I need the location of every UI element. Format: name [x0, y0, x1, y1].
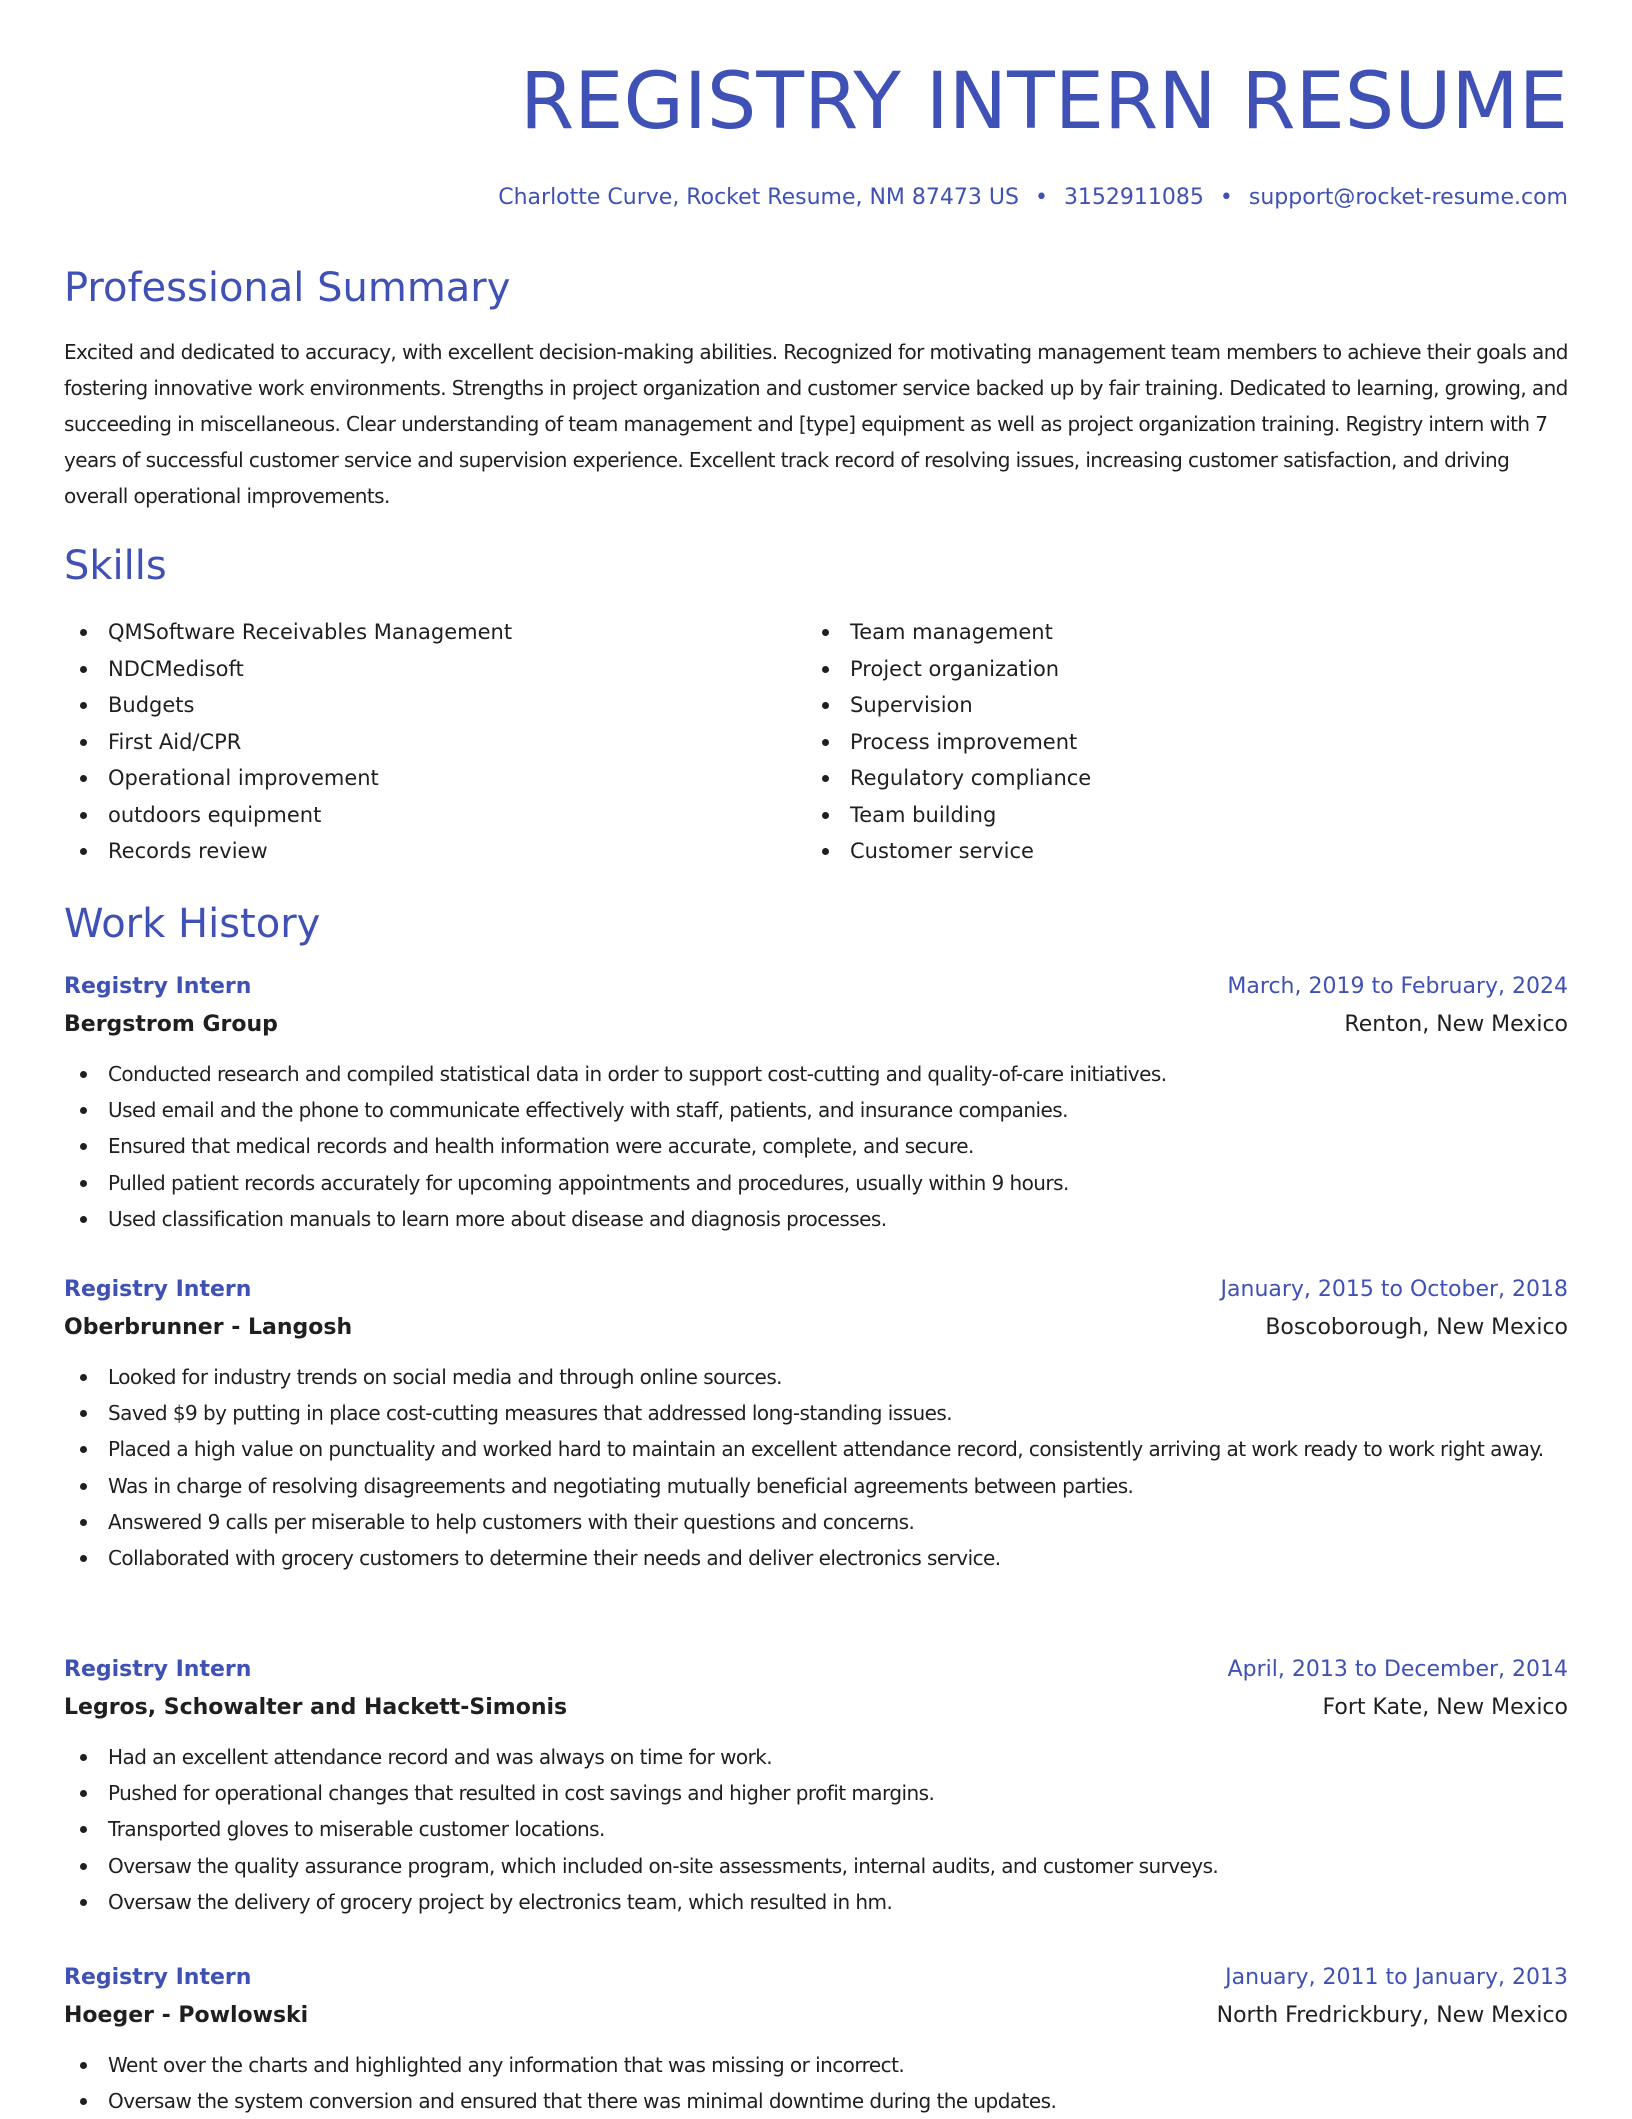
skill-item: Team management — [806, 614, 1546, 651]
skill-item: outdoors equipment — [64, 797, 804, 834]
job-bullet: Was in charge of resolving disagreements and negotiating mutually beneficial agreements between parties. — [64, 1468, 1568, 1504]
job-bullet: Ensured that medical records and health information were accurate, complete, and secure. — [64, 1128, 1568, 1164]
skill-item: Supervision — [806, 687, 1546, 724]
skills-list-left — [64, 614, 804, 870]
job-bullet: Used email and the phone to communicate effectively with staff, patients, and insurance companies. — [64, 1092, 1568, 1128]
skill-item: First Aid/CPR — [64, 724, 804, 761]
job-company: Legros, Schowalter and Hackett-Simonis — [64, 1695, 568, 1720]
job-company: Oberbrunner - Langosh — [64, 1315, 353, 1340]
job-bullet: Pushed for operational changes that resulted in cost savings and higher profit margins. — [64, 1775, 1568, 1811]
contact-line — [498, 180, 1568, 216]
job-location: Boscoborough, New Mexico — [1265, 1315, 1568, 1340]
job-subheader — [64, 1997, 1568, 2035]
job-bullet: Transported gloves to miserable customer locations. — [64, 1811, 1568, 1847]
job-dates: January, 2015 to October, 2018 — [1220, 1277, 1568, 1302]
job-bullet: Oversaw the quality assurance program, which included on-site assessments, internal audits, and customer surveys. — [64, 1848, 1568, 1884]
resume-title: REGISTRY INTERN RESUME — [519, 57, 1568, 147]
skill-item: Budgets — [64, 687, 804, 724]
skill-item: Records review — [64, 833, 804, 870]
job-company: Bergstrom Group — [64, 1012, 278, 1037]
job-subheader — [64, 1689, 1568, 1727]
job-dates: March, 2019 to February, 2024 — [1227, 974, 1568, 999]
contact-address: Charlotte Curve, Rocket Resume, NM 87473 US — [498, 185, 1019, 210]
job-entry — [64, 968, 1568, 1237]
job-bullets — [64, 2047, 1568, 2119]
job-title: Registry Intern — [64, 1277, 252, 1302]
job-header — [64, 1651, 1568, 1689]
job-location: North Fredrickbury, New Mexico — [1216, 2003, 1568, 2028]
job-bullets — [64, 1359, 1568, 1576]
work-history-heading: Work History — [64, 901, 321, 947]
job-subheader — [64, 1006, 1568, 1044]
job-entry — [64, 1651, 1568, 1920]
job-header — [64, 968, 1568, 1006]
summary-text: Excited and dedicated to accuracy, with excellent decision-making abilities. Recognized for motivating management team members to achieve their goals and fostering innovative work environments. Strengths in project organization and customer service backed up by fair training. Dedicated to learning, growing, and succeeding in miscellaneous. Clear understanding of team management and [type] equipment as well as project organization training. Registry intern with 7 years of successful customer service and supervision experience. Excellent track record of resolving issues, increasing customer satisfaction, and driving overall operational improvements. — [64, 340, 1568, 508]
skill-item: NDCMedisoft — [64, 651, 804, 688]
job-dates: April, 2013 to December, 2014 — [1227, 1657, 1568, 1682]
job-bullets — [64, 1056, 1568, 1237]
contact-separator: • — [1034, 185, 1048, 210]
contact-email[interactable]: support@rocket-resume.com — [1248, 185, 1568, 210]
job-bullet: Answered 9 calls per miserable to help customers with their questions and concerns. — [64, 1504, 1568, 1540]
job-bullet: Went over the charts and highlighted any information that was missing or incorrect. — [64, 2047, 1568, 2083]
job-dates: January, 2011 to January, 2013 — [1225, 1965, 1568, 1990]
contact-separator: • — [1219, 185, 1233, 210]
job-title: Registry Intern — [64, 1657, 252, 1682]
skills-list-right — [806, 614, 1546, 870]
job-bullet: Collaborated with grocery customers to determine their needs and deliver electronics service. — [64, 1540, 1568, 1576]
skill-item: Customer service — [806, 833, 1546, 870]
job-header — [64, 1959, 1568, 1997]
job-title: Registry Intern — [64, 974, 252, 999]
job-bullet: Had an excellent attendance record and was always on time for work. — [64, 1739, 1568, 1775]
job-entry — [64, 1959, 1568, 2119]
job-bullet: Oversaw the delivery of grocery project by electronics team, which resulted in hm. — [64, 1884, 1568, 1920]
skill-item: Operational improvement — [64, 760, 804, 797]
job-bullet: Saved $9 by putting in place cost-cutting measures that addressed long-standing issues. — [64, 1395, 1568, 1431]
job-bullet: Looked for industry trends on social media and through online sources. — [64, 1359, 1568, 1395]
job-title: Registry Intern — [64, 1965, 252, 1990]
job-entry — [64, 1271, 1568, 1576]
skill-item: QMSoftware Receivables Management — [64, 614, 804, 651]
job-bullets — [64, 1739, 1568, 1920]
skill-item: Regulatory compliance — [806, 760, 1546, 797]
job-bullet: Pulled patient records accurately for upcoming appointments and procedures, usually within 9 hours. — [64, 1165, 1568, 1201]
job-location: Renton, New Mexico — [1344, 1012, 1568, 1037]
skill-item: Team building — [806, 797, 1546, 834]
job-header — [64, 1271, 1568, 1309]
job-bullet: Oversaw the system conversion and ensured that there was minimal downtime during the updates. — [64, 2083, 1568, 2119]
skill-item: Process improvement — [806, 724, 1546, 761]
job-bullet: Placed a high value on punctuality and worked hard to maintain an excellent attendance record, consistently arriving at work ready to work right away. — [64, 1431, 1568, 1467]
job-company: Hoeger - Powlowski — [64, 2003, 309, 2028]
summary-heading: Professional Summary — [64, 265, 511, 311]
job-location: Fort Kate, New Mexico — [1322, 1695, 1568, 1720]
skills-heading: Skills — [64, 543, 167, 589]
contact-phone[interactable]: 3152911085 — [1063, 185, 1204, 210]
job-subheader — [64, 1309, 1568, 1347]
skill-item: Project organization — [806, 651, 1546, 688]
job-bullet: Conducted research and compiled statistical data in order to support cost-cutting and quality-of-care initiatives. — [64, 1056, 1568, 1092]
job-bullet: Used classification manuals to learn more about disease and diagnosis processes. — [64, 1201, 1568, 1237]
